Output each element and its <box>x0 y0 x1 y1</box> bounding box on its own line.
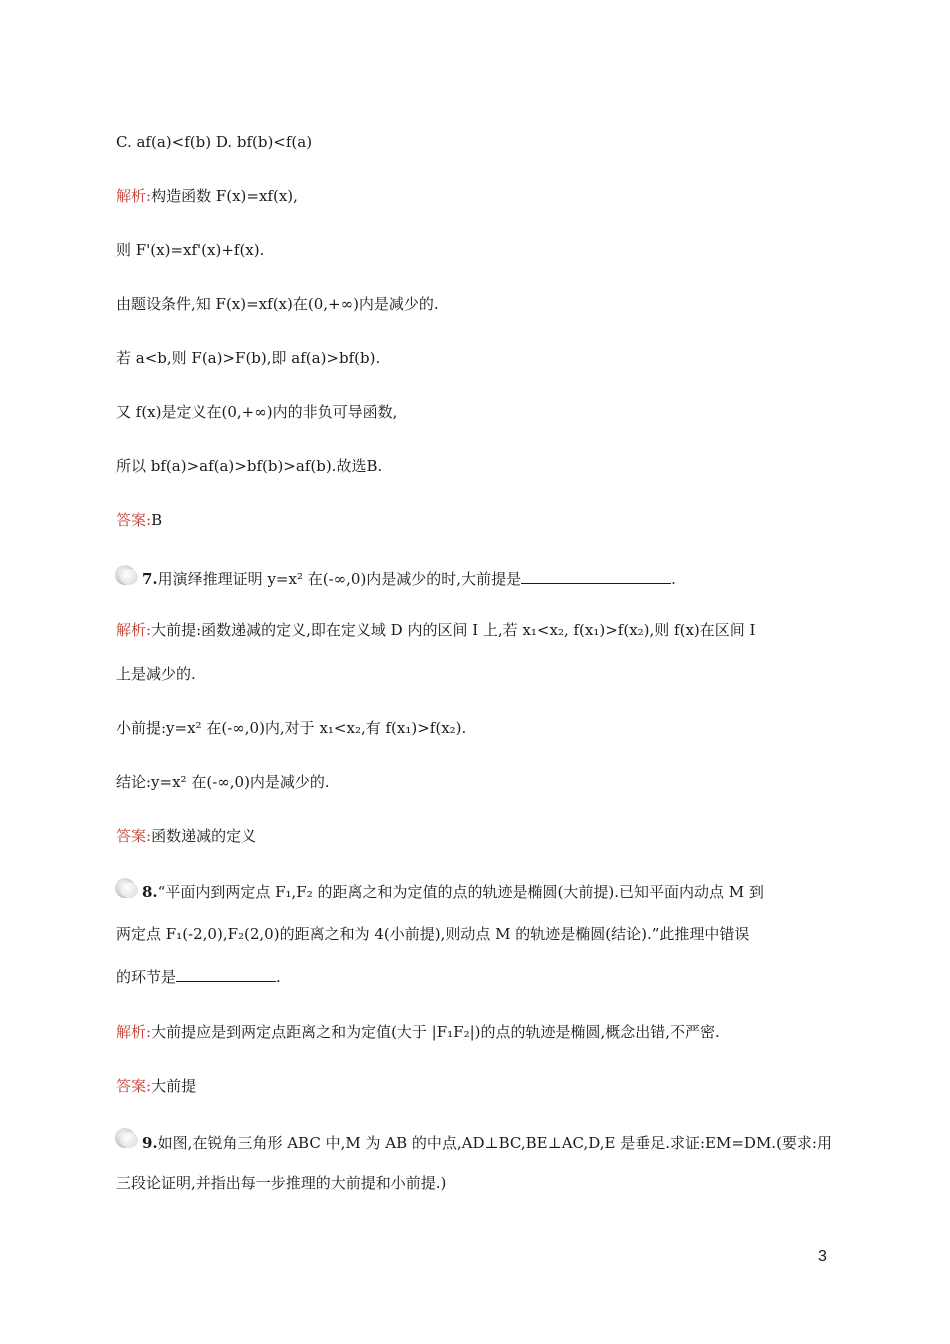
q7-conclusion: 结论:y=x² 在(-∞,0)内是减少的. <box>116 773 330 791</box>
solution-line-5: 又 f(x)是定义在(0,+∞)内的非负可导函数, <box>116 403 398 421</box>
question-number: 8. <box>142 883 158 901</box>
solution-line-2: 则 F'(x)=xf'(x)+f(x). <box>116 241 265 259</box>
question-8-line-1 <box>142 882 764 902</box>
question-text-end: . <box>671 570 676 588</box>
answer-label: 答案: <box>116 827 152 845</box>
q8-answer <box>116 1076 196 1096</box>
question-marker-icon <box>115 1128 137 1148</box>
solution-text: 构造函数 F(x)=xf(x), <box>151 187 298 205</box>
question-8-line-3 <box>116 967 281 987</box>
q8-solution <box>116 1022 720 1042</box>
answer-blank <box>176 967 276 982</box>
question-9-line-2: 三段论证明,并指出每一步推理的大前提和小前提.) <box>116 1174 447 1192</box>
question-number: 7. <box>142 570 158 588</box>
solution-label: 解析: <box>116 621 152 639</box>
question-text: “平面内到两定点 F₁,F₂ 的距离之和为定值的点的轨迹是椭圆(大前提).已知平面内动点 M 到 <box>157 883 764 901</box>
answer-line <box>116 510 162 530</box>
answer-blank <box>521 569 671 584</box>
question-text: 如图,在锐角三角形 ABC 中,M 为 AB 的中点,AD⊥BC,BE⊥AC,D,E 是垂足.求证:EM=DM.(要求:用 <box>157 1134 832 1152</box>
answer-text: 大前提 <box>151 1077 197 1095</box>
answer-label: 答案: <box>116 1077 152 1095</box>
question-marker-icon <box>115 565 137 585</box>
answer-text: 函数递减的定义 <box>151 827 257 845</box>
q7-answer <box>116 826 256 846</box>
question-marker-icon <box>115 878 137 898</box>
solution-label: 解析: <box>116 1023 152 1041</box>
solution-line-4: 若 a<b,则 F(a)>F(b),即 af(a)>bf(b). <box>116 349 381 367</box>
question-text: 的环节是 <box>116 968 177 986</box>
solution-label: 解析: <box>116 187 152 205</box>
solution-line-1 <box>116 186 298 206</box>
q7-solution-line-1 <box>116 620 755 640</box>
option-c-d: C. af(a)<f(b) D. bf(b)<f(a) <box>116 133 313 151</box>
page-number: 3 <box>818 1248 827 1265</box>
question-text-end: . <box>276 968 281 986</box>
question-text: 用演绎推理证明 y=x² 在(-∞,0)内是减少的时,大前提是 <box>157 570 522 588</box>
solution-text: 大前提:函数递减的定义,即在定义域 D 内的区间 I 上,若 x₁<x₂, f(x₁)>f(x₂),则 f(x)在区间 I <box>151 621 756 639</box>
solution-line-3: 由题设条件,知 F(x)=xf(x)在(0,+∞)内是减少的. <box>116 295 439 313</box>
question-number: 9. <box>142 1134 158 1152</box>
solution-line-6: 所以 bf(a)>af(a)>bf(b)>af(b).故选B. <box>116 457 383 475</box>
question-8-line-2: 两定点 F₁(-2,0),F₂(2,0)的距离之和为 4(小前提),则动点 M 的轨迹是椭圆(结论).”此推理中错误 <box>116 925 750 943</box>
answer-text: B <box>151 511 163 529</box>
question-7 <box>142 569 676 589</box>
question-9-line-1 <box>142 1133 832 1153</box>
q7-minor-premise: 小前提:y=x² 在(-∞,0)内,对于 x₁<x₂,有 f(x₁)>f(x₂). <box>116 719 467 737</box>
q7-solution-line-2: 上是减少的. <box>116 665 196 683</box>
solution-text: 大前提应是到两定点距离之和为定值(大于 |F₁F₂|)的点的轨迹是椭圆,概念出错,不严密. <box>151 1023 720 1041</box>
answer-label: 答案: <box>116 511 152 529</box>
